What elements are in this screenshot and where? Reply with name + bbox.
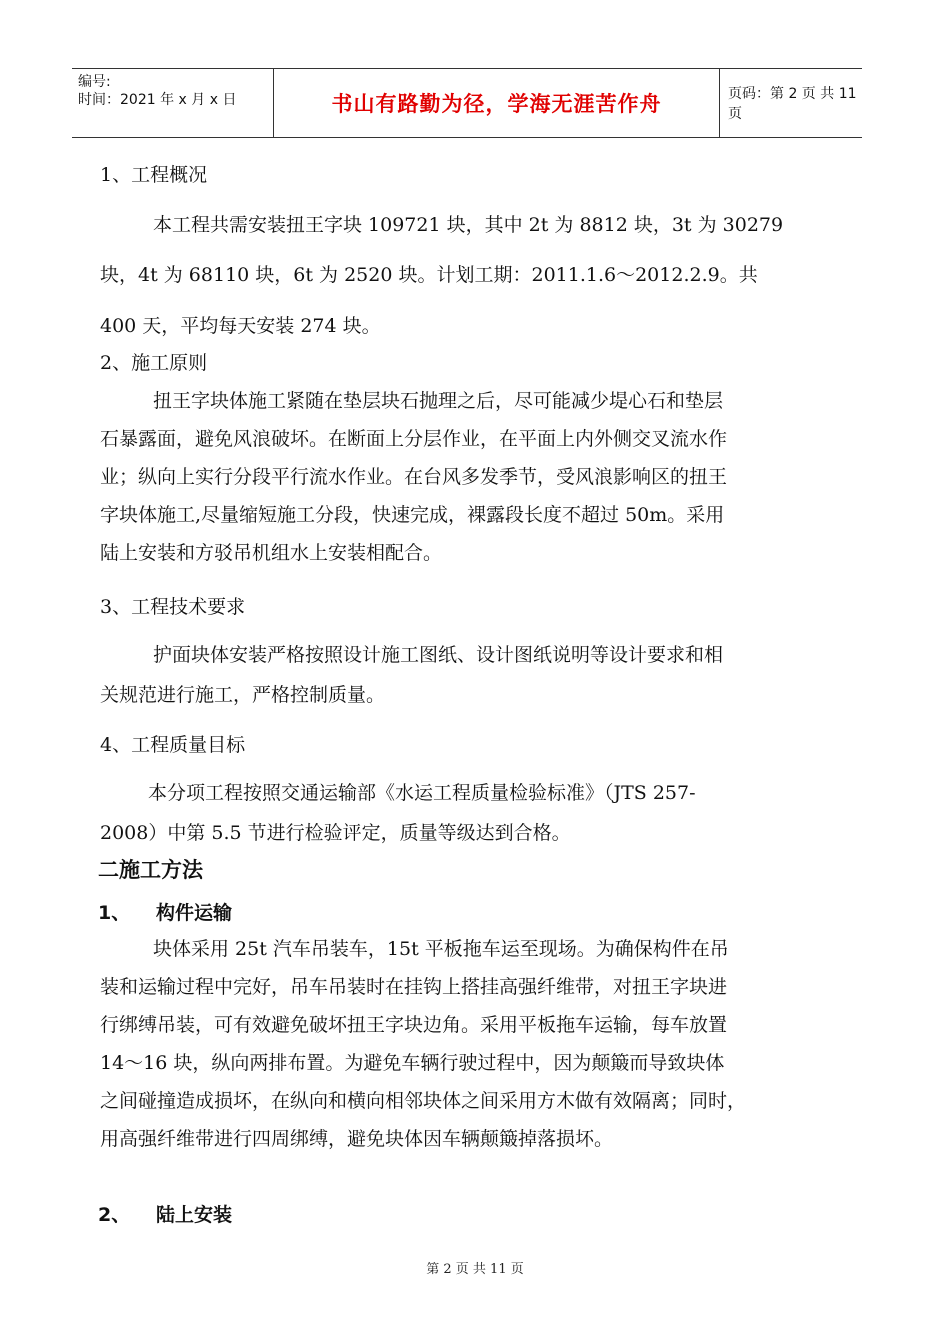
subsection-1-line: 之间碰撞造成损坏，在纵向和横向相邻块体之间采用方木做有效隔离；同时， [100,1090,747,1112]
section-2-title: 2、施工原则 [100,352,208,374]
section-3-line: 护面块体安装严格按照设计施工图纸、设计图纸说明等设计要求和相 [153,644,724,666]
header-page-info: 页码：第 2 页 共 11 页 [728,86,857,122]
subsection-1-line: 14～16 块，纵向两排布置。为避免车辆行驶过程中，因为颠簸而导致块体 [100,1052,725,1074]
section-1-line: 本工程共需安装扭王字块 109721 块，其中 2t 为 8812 块，3t 为 30279 [153,214,784,236]
subsection-1-title: 构件运输 [156,902,233,924]
chapter-2-title: 二施工方法 [98,858,203,882]
section-4-title: 4、工程质量目标 [100,734,246,756]
subsection-2-title: 陆上安装 [156,1204,233,1226]
header-info-cell [72,69,274,137]
section-4-line: 2008）中第 5.5 节进行检验评定，质量等级达到合格。 [100,822,571,844]
subsection-2-number: 2、 [98,1204,131,1226]
section-1-line: 块，4t 为 68110 块，6t 为 2520 块。计划工期：2011.1.6～2012.2.9。共 [100,264,758,286]
section-2-line: 扭王字块体施工紧随在垫层块石抛理之后，尽可能减少堤心石和垫层 [153,390,724,412]
section-3-line: 关规范进行施工，严格控制质量。 [100,684,386,706]
section-1-title: 1、工程概况 [100,164,208,186]
subsection-1-line: 装和运输过程中完好，吊车吊装时在挂钩上搭挂高强纤维带，对扭王字块进 [100,976,728,998]
section-2-line: 字块体施工,尽量缩短施工分段，快速完成，裸露段长度不超过 50m。采用 [100,504,725,526]
section-2-line: 石暴露面，避免风浪破坏。在断面上分层作业，在平面上内外侧交叉流水作 [100,428,728,450]
page-header [72,68,862,138]
header-motto-cell [274,69,720,137]
section-2-line: 陆上安装和方驳吊机组水上安装相配合。 [100,542,443,564]
section-4-line: 本分项工程按照交通运输部《水运工程质量检验标准》（JTS 257- [148,782,696,804]
serial-number-label: 编号: [78,74,111,90]
subsection-1-line: 行绑缚吊装，可有效避免破坏扭王字块边角。采用平板拖车运输，每车放置 [100,1014,728,1036]
subsection-2-heading [98,1200,232,1227]
section-1-line: 400 天，平均每天安装 274 块。 [100,315,381,337]
section-2-line: 业；纵向上实行分段平行流水作业。在台风多发季节，受风浪影响区的扭王 [100,466,728,488]
subsection-1-heading [98,898,232,925]
header-motto: 书山有路勤为径，学海无涯苦作舟 [331,91,662,116]
section-3-title: 3、工程技术要求 [100,596,246,618]
header-page-cell [720,69,862,137]
subsection-1-line: 块体采用 25t 汽车吊装车，15t 平板拖车运至现场。为确保构件在吊 [153,938,729,960]
page-footer: 第 2 页 共 11 页 [426,1262,524,1277]
date-label: 时间：2021 年 x 月 x 日 [78,92,237,108]
subsection-1-number: 1、 [98,902,131,924]
subsection-1-line: 用高强纤维带进行四周绑缚，避免块体因车辆颠簸掉落损坏。 [100,1128,614,1150]
